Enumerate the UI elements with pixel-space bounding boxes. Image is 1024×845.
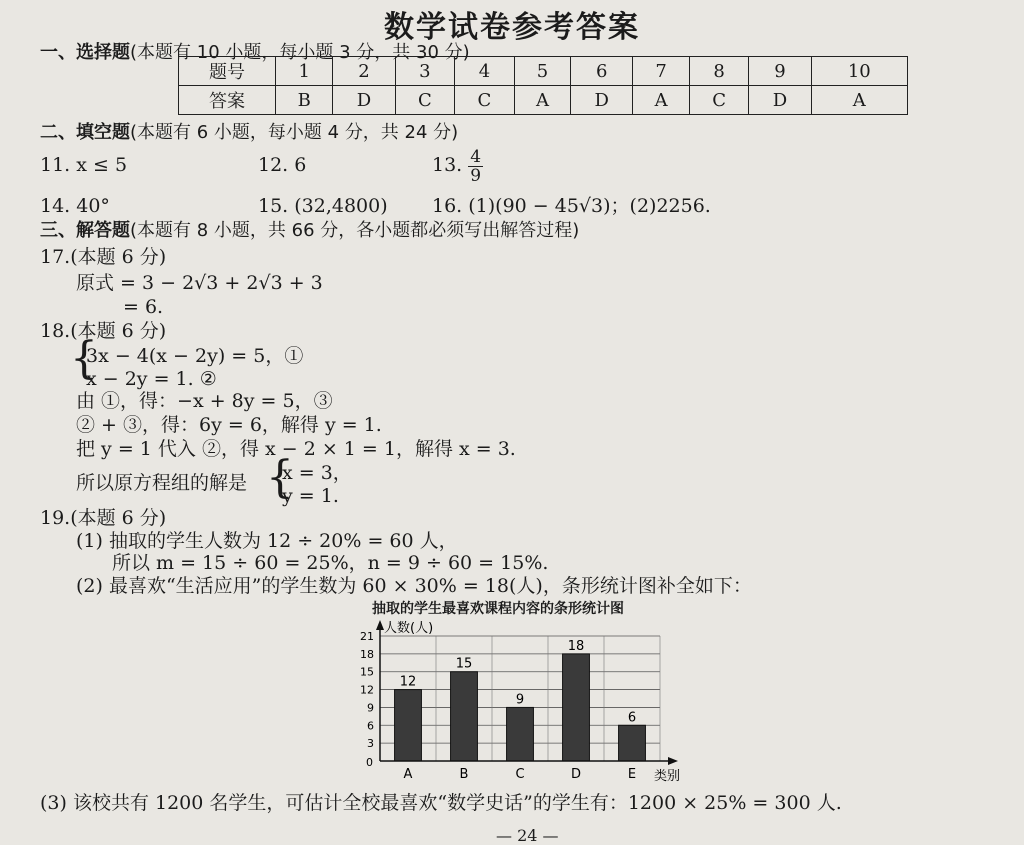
fill-answer-13 [432, 146, 483, 185]
bar-value-label: 6 [627, 710, 637, 726]
bar-C [507, 707, 534, 761]
table-cell: 9 [749, 57, 811, 86]
section2-heading-line [40, 120, 458, 146]
bar-value-label: 12 [399, 674, 417, 690]
section3-heading-line [40, 218, 579, 244]
table-cell: D [749, 86, 811, 115]
table-row-numbers [179, 57, 908, 86]
fill-answer-15: 15. (32,4800) [258, 195, 388, 217]
x-tick-label: C [515, 767, 525, 782]
choice-answer-table [178, 56, 908, 115]
x-tick-label: A [403, 767, 413, 782]
q19-line3: (2) 最喜欢“生活应用”的学生数为 60 × 30% = 18(人)，条形统计图补全如下： [76, 575, 752, 597]
bar-A [395, 690, 422, 761]
q18-step2: ② + ③，得：6y = 6，解得 y = 1. [76, 414, 382, 436]
system-brace: { [70, 333, 98, 384]
table-cell: 2 [333, 57, 395, 86]
origin-label: 0 [366, 756, 373, 769]
y-tick-label: 9 [367, 701, 374, 715]
chart-bars [395, 639, 646, 761]
bar-value-label: 9 [515, 692, 525, 708]
x-tick-label: E [627, 767, 637, 782]
bar-E [619, 725, 646, 761]
q18-heading: 18.(本题 6 分) [40, 320, 167, 342]
q18-equation2: x − 2y = 1. ② [86, 368, 217, 390]
y-tick-label: 12 [360, 683, 374, 697]
x-tick-label: B [459, 767, 469, 782]
page-number: — 24 — [496, 826, 559, 845]
table-cell: C [395, 86, 455, 115]
table-cell: 10 [811, 57, 907, 86]
section1-desc: (本题有 10 小题，每小题 3 分，共 30 分) [130, 42, 470, 63]
q18-step1: 由 ①，得：−x + 8y = 5，③ [76, 390, 333, 412]
x-axis-arrow [668, 757, 678, 765]
table-cell: 1 [276, 57, 333, 86]
fill-answer-14: 14. 40° [40, 195, 110, 217]
q19-heading: 19.(本题 6 分) [40, 507, 167, 529]
q17-line1: 原式 = 3 − 2√3 + 2√3 + 3 [76, 272, 323, 294]
fill-answer-11: 11. x ≤ 5 [40, 154, 128, 176]
q18-step3: 把 y = 1 代入 ②，得 x − 2 × 1 = 1，解得 x = 3. [76, 438, 516, 460]
x-axis-label: 类别 [654, 769, 681, 784]
page-title: 数学试卷参考答案 [384, 10, 640, 45]
table-cell: 8 [689, 57, 749, 86]
table-cell: A [514, 86, 570, 115]
section2-desc: (本题有 6 小题，每小题 4 分，共 24 分) [130, 122, 459, 143]
fraction-denominator: 9 [470, 165, 482, 186]
q17-line2: = 6. [123, 296, 164, 318]
fill-answer-12: 12. 6 [258, 154, 307, 176]
fill-answer-16: 16. (1)(90 − 45√3)；(2)2256. [432, 195, 711, 217]
section3-heading: 三、解答题 [40, 220, 130, 241]
table-cell: C [455, 86, 515, 115]
solution-brace: { [266, 452, 294, 503]
bar-D [563, 654, 590, 761]
q19-line1: (1) 抽取的学生人数为 12 ÷ 20% = 60 人， [76, 530, 458, 552]
table-cell: 3 [395, 57, 455, 86]
table-cell: D [571, 86, 633, 115]
q19-line2: 所以 m = 15 ÷ 60 = 25%，n = 9 ÷ 60 = 15%. [112, 552, 549, 574]
x-tick-label: D [570, 767, 582, 782]
y-tick-label: 6 [367, 719, 374, 733]
y-tick-label: 15 [360, 665, 374, 679]
table-cell: 6 [571, 57, 633, 86]
table-cell: D [333, 86, 395, 115]
table-cell: 7 [633, 57, 689, 86]
section2-heading: 二、填空题 [40, 122, 130, 143]
q18-solution-x: x = 3， [282, 462, 352, 484]
table-cell: A [811, 86, 907, 115]
y-axis-arrow [376, 620, 384, 630]
q19-part3: (3) 该校共有 1200 名学生，可估计全校最喜欢“数学史话”的学生有：1200 × 25% = 300 人. [40, 792, 842, 814]
y-tick-label: 21 [360, 630, 374, 643]
chart-title: 抽取的学生最喜欢课程内容的条形统计图 [372, 601, 624, 617]
table-cell: A [633, 86, 689, 115]
q18-equation1: 3x − 4(x − 2y) = 5，① [86, 345, 304, 367]
fraction-four-ninths [468, 148, 483, 185]
table-cell: 4 [455, 57, 515, 86]
table-cell: C [689, 86, 749, 115]
fraction-numerator: 4 [470, 146, 482, 167]
table-cell: B [276, 86, 333, 115]
table-cell: 5 [514, 57, 570, 86]
y-tick-label: 3 [367, 737, 374, 751]
bar-chart [340, 616, 710, 786]
y-axis-label: 人数(人) [384, 621, 434, 636]
bar-value-label: 15 [455, 656, 473, 672]
table-row-answers [179, 86, 908, 115]
row-label-number: 题号 [179, 57, 276, 86]
q17-heading: 17.(本题 6 分) [40, 246, 167, 268]
y-tick-label: 18 [360, 647, 374, 661]
q18-solution-y: y = 1. [282, 485, 339, 507]
bar-value-label: 18 [567, 638, 585, 654]
q18-conclusion: 所以原方程组的解是 [76, 472, 248, 494]
fill-answer-13-label: 13. [432, 154, 463, 176]
section3-desc: (本题有 8 小题，共 66 分，各小题都必须写出解答过程) [130, 220, 580, 241]
bar-B [451, 672, 478, 761]
section1-heading: 一、选择题 [40, 42, 130, 63]
row-label-answer: 答案 [179, 86, 276, 115]
